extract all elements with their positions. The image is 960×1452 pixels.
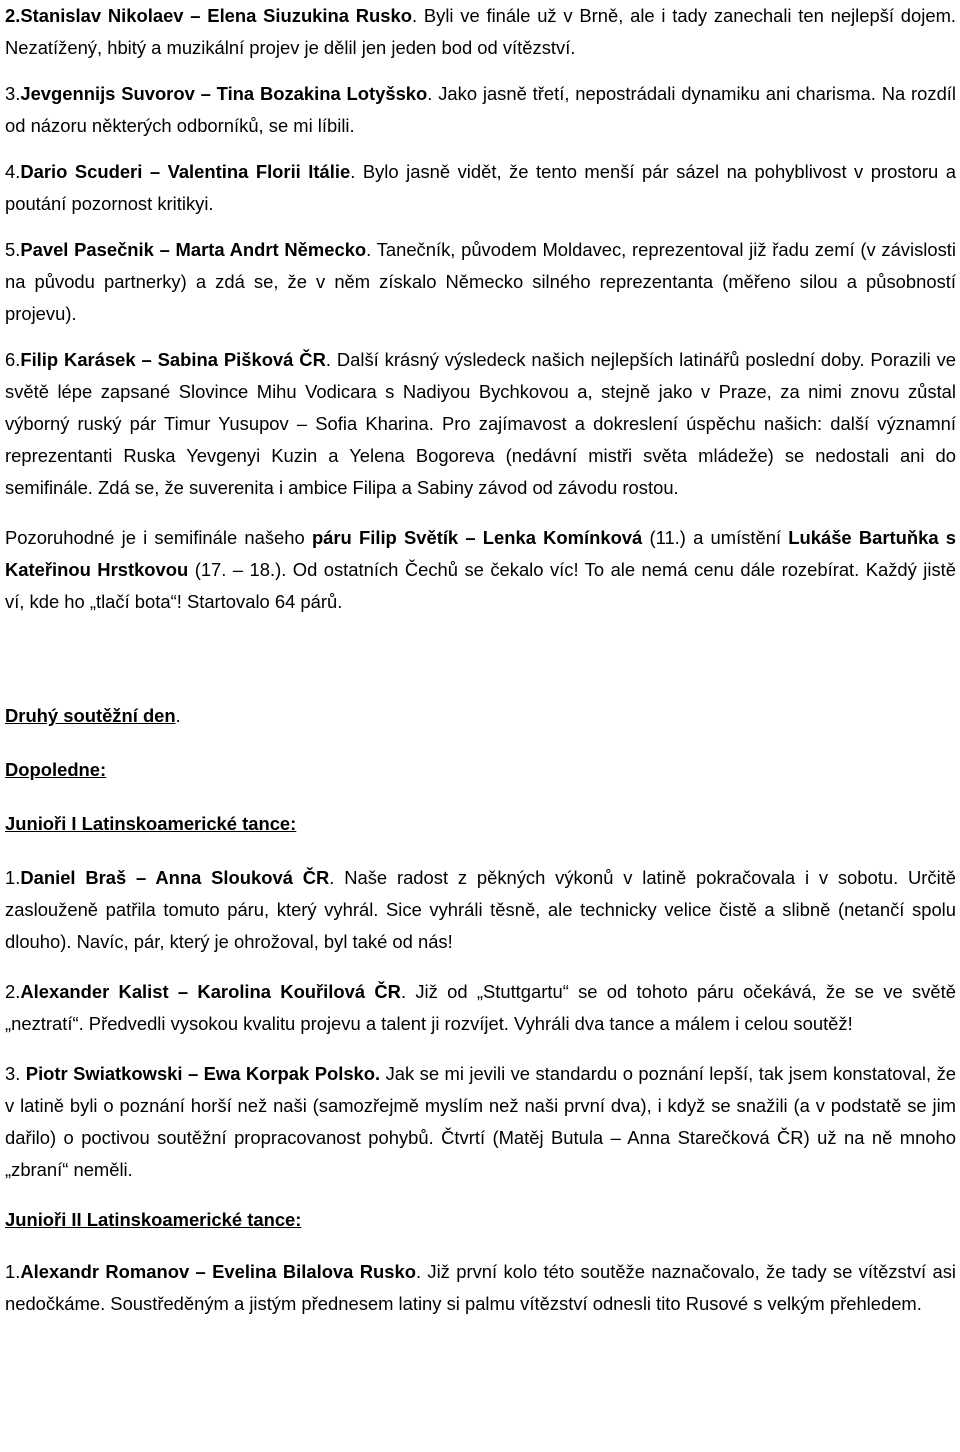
couple-name: Alexander Kalist – Karolina Kouřilová ČR bbox=[20, 981, 401, 1002]
result-comment: . Další krásný výsledeck našich nejlepších latinářů poslední doby. Porazili ve světě lépe zapsané Slovince Mihu Vodicara s Nadiyou Bychkovou a, stejně jako v Praze, za nimi znovu zůstal výborný ruský pár Timur Yusupov – Sofia Kharina. Pro zajímavost a dokreslení úspěchu našich: další významní reprezentanti Ruska Yevgenyi Kuzin a Yelena Bogoreva (nedávní mistři světa mládeže) se nedostali ani do semifinále. Zdá se, že suverenita i ambice Filipa a Sabiny závod od závodu rostou. bbox=[5, 349, 956, 498]
day-heading-dot: . bbox=[175, 705, 181, 726]
result-paragraph bbox=[5, 344, 956, 504]
result-rank: 1. bbox=[5, 867, 21, 888]
result-rank: 6. bbox=[5, 349, 21, 370]
result-paragraph bbox=[5, 78, 956, 142]
result-comment: . Jako jasně třetí, nepostrádali dynamiku ani charisma. Na rozdíl od názoru některých odborníků, se mi líbili. bbox=[5, 83, 956, 136]
couple-name: Stanislav Nikolaev – Elena Siuzukina Rusko bbox=[20, 5, 412, 26]
semifinal-paragraph bbox=[5, 522, 956, 618]
morning-heading: Dopoledne: bbox=[5, 759, 107, 780]
couple-name: Piotr Swiatkowski – Ewa Korpak Polsko. bbox=[25, 1063, 381, 1084]
text-segment: Pozoruhodné je i semifinále našeho bbox=[5, 527, 312, 548]
couple-name: Jevgennijs Suvorov – Tina Bozakina Lotyšsko bbox=[20, 83, 428, 104]
category-heading-junior1: Junioři I Latinskoamerické tance: bbox=[5, 813, 297, 834]
result-paragraph bbox=[5, 234, 956, 330]
result-comment: . Byli ve finále už v Brně, ale i tady zanechali ten nejlepší dojem. Nezatížený, hbitý a muzikální projev je dělil jen jeden bod od vítězství. bbox=[5, 5, 956, 58]
result-paragraph bbox=[5, 862, 956, 958]
result-rank: 2. bbox=[5, 981, 21, 1002]
couple-name: Dario Scuderi – Valentina Florii Itálie bbox=[20, 161, 351, 182]
result-comment: . Již první kolo této soutěže naznačovalo, že tady se vítězství asi nedočkáme. Soustředěným a jistým přednesem latiny si palmu vítězství odnesli tito Rusové s velkým přehledem. bbox=[5, 1261, 956, 1314]
couple-name: páru Filip Světík – Lenka Komínková bbox=[311, 527, 643, 548]
result-rank: 1. bbox=[5, 1261, 21, 1282]
result-comment: . Tanečník, původem Moldavec, reprezentoval již řadu zemí (v závislosti na původu partnerky) a zdá se, že v něm získalo Německo silného reprezentanta (měřeno silou a působností projevu). bbox=[5, 239, 956, 324]
result-paragraph bbox=[5, 0, 956, 64]
document-page bbox=[5, 0, 956, 1320]
result-comment: . Již od „Stuttgartu“ se od tohoto páru očekává, že se ve světě „neztratí“. Předvedli vysokou kvalitu projevu a talent ji rozvíjet. Vyhráli dva tance a málem i celou soutěž! bbox=[5, 981, 957, 1034]
result-comment: . Bylo jasně vidět, že tento menší pár sázel na pohyblivost v prostoru a poutání pozornost kritikyi. bbox=[5, 161, 956, 214]
result-comment: . Naše radost z pěkných výkonů v latině pokračovala i v sobotu. Určitě zaslouženě patřila tomuto páru, který vyhrál. Sice vyhráli těsně, ale technicky velice čistě a slibně (netančí spolu dlouho). Navíc, pár, který je ohrožoval, byl také od nás! bbox=[5, 867, 957, 952]
couple-name: Lukáše Bartuňka s Kateřinou Hrstkovou bbox=[5, 527, 956, 580]
result-comment: Jak se mi jevili ve standardu o poznání lepší, tak jsem konstatoval, že v latině byli o poznání horší než naši (samozřejmě myslím než naši první dva), i když se snažili (a v podstatě se jim dařilo) o poctivou soutěžní propracovanost pohybů. Čtvrtí (Matěj Butula – Anna Starečková ČR) už na ně mnoho „zbraní“ neměli. bbox=[5, 1063, 956, 1180]
couple-name: Filip Karásek – Sabina Pišková ČR bbox=[20, 349, 326, 370]
result-rank: 5. bbox=[5, 239, 21, 260]
couple-name: Pavel Pasečnik – Marta Andrt Německo bbox=[20, 239, 367, 260]
category-heading-junior2: Junioři II Latinskoamerické tance: bbox=[5, 1209, 302, 1230]
result-rank: 3. bbox=[5, 1063, 26, 1084]
day-heading-text: Druhý soutěžní den bbox=[5, 705, 176, 726]
result-rank: 4. bbox=[5, 161, 21, 182]
result-paragraph bbox=[5, 1058, 956, 1186]
result-paragraph bbox=[5, 976, 956, 1040]
couple-name: Alexandr Romanov – Evelina Bilalova Rusko bbox=[20, 1261, 416, 1282]
day-heading bbox=[5, 700, 956, 732]
result-rank: 2. bbox=[5, 5, 21, 26]
result-rank: 3. bbox=[5, 83, 21, 104]
result-paragraph bbox=[5, 156, 956, 220]
result-paragraph bbox=[5, 1256, 956, 1320]
couple-name: Daniel Braš – Anna Slouková ČR bbox=[20, 867, 330, 888]
text-segment: (11.) a umístění bbox=[642, 527, 789, 548]
text-segment: (17. – 18.). Od ostatních Čechů se čekalo víc! To ale nemá cenu dále rozebírat. Každý jistě ví, kde ho „tlačí bota“! Startovalo 64 párů. bbox=[5, 559, 956, 612]
